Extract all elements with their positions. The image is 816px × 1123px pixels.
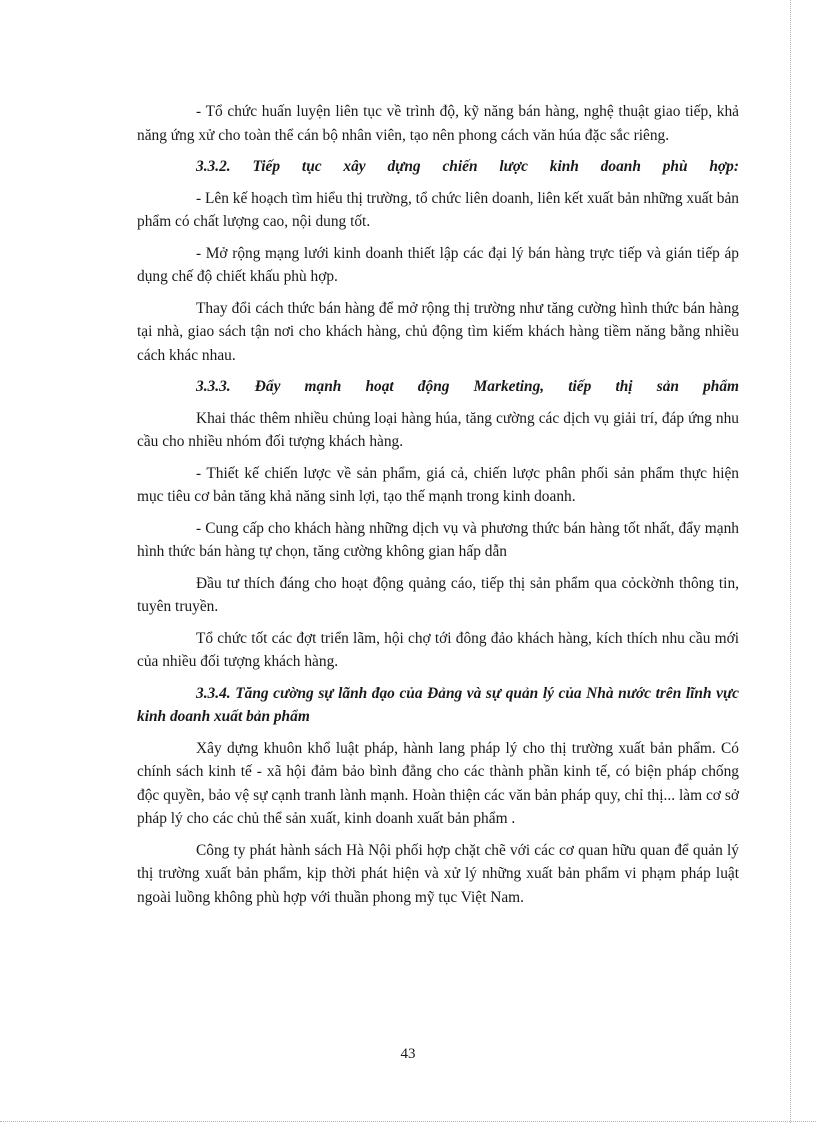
paragraph-training: - Tổ chức huấn luyện liên tục về trình độ, kỹ năng bán hàng, nghệ thuật giao tiếp, khả năng ứng xử cho toàn thể cán bộ nhân viên, tạo nên phong cách văn húa đặc sắc riêng. (137, 103, 739, 144)
page-boundary-right (790, 0, 791, 1123)
heading-3-3-2: 3.3.2. Tiếp tục xây dựng chiến lược kinh doanh phù hợp: (196, 158, 739, 175)
body-text (137, 100, 739, 917)
paragraph-customer-services: - Cung cấp cho khách hàng những dịch vụ và phương thức bán hàng tốt nhất, đẩy mạnh hình thức bán hàng tự chọn, tăng cường không gian hấp dẫn (137, 519, 739, 560)
paragraph-advertising: Đầu tư thích đáng cho hoạt động quảng cáo, tiếp thị sản phẩm qua cỏckờnh thông tin, tuyên truyền. (137, 574, 739, 615)
paragraph-exhibitions: Tổ chức tốt các đợt triển lãm, hội chợ tới đông đảo khách hàng, kích thích nhu cầu mới của nhiều đối tượng khách hàng. (137, 629, 739, 670)
heading-3-3-3: 3.3.3. Đẩy mạnh hoạt động Marketing, tiếp thị sản phẩm (196, 378, 739, 395)
paragraph-company-coordination: Công ty phát hành sách Hà Nội phối hợp chặt chẽ với các cơ quan hữu quan để quản lý thị trường xuất bản phẩm, kịp thời phát hiện và xử lý những xuất bản phẩm vi phạm pháp luật ngoài luồng không phù hợp với thuần phong mỹ tục Việt Nam. (137, 841, 739, 906)
page-boundary-bottom (0, 1121, 816, 1122)
heading-3-3-4: 3.3.4. Tăng cường sự lãnh đạo của Đảng và sự quản lý của Nhà nước trên lĩnh vực kinh doanh xuất bản phẩm (137, 684, 739, 725)
paragraph-product-strategy: - Thiết kế chiến lược về sản phẩm, giá cả, chiến lược phân phối sản phẩm thực hiện mục tiêu cơ bản tăng khả năng sinh lợi, tạo thế mạnh trong kinh doanh. (137, 464, 739, 505)
paragraph-sales-methods: Thay đổi cách thức bán hàng để mở rộng thị trường như tăng cường hình thức bán hàng tại nhà, giao sách tận nơi cho khách hàng, chủ động tìm kiếm khách hàng tiềm năng bằng nhiều cách khác nhau. (137, 299, 739, 364)
paragraph-network-expansion: - Mở rộng mạng lưới kinh doanh thiết lập các đại lý bán hàng trực tiếp và gián tiếp áp dụng chế độ chiết khấu phù hợp. (137, 244, 739, 285)
page-number: 43 (400, 1046, 416, 1062)
paragraph-market-research: - Lên kế hoạch tìm hiểu thị trường, tổ chức liên doanh, liên kết xuất bản những xuất bản phẩm có chất lượng cao, nội dung tốt. (137, 189, 739, 230)
paragraph-product-range: Khai thác thêm nhiều chủng loại hàng húa, tăng cường các dịch vụ giải trí, đáp ứng nhu cầu cho nhiều nhóm đối tượng khách hàng. (137, 409, 739, 450)
paragraph-legal-framework: Xây dựng khuôn khổ luật pháp, hành lang pháp lý cho thị trường xuất bản phẩm. Có chính sách kinh tế - xã hội đảm bảo bình đẳng cho các thành phần kinh tế, có biện pháp chống độc quyền, bảo vệ sự cạnh tranh lành mạnh. Hoàn thiện các văn bản pháp quy, chỉ thị... làm cơ sở pháp lý cho các chủ thể sản xuất, kinh doanh xuất bản phẩm . (137, 739, 739, 827)
